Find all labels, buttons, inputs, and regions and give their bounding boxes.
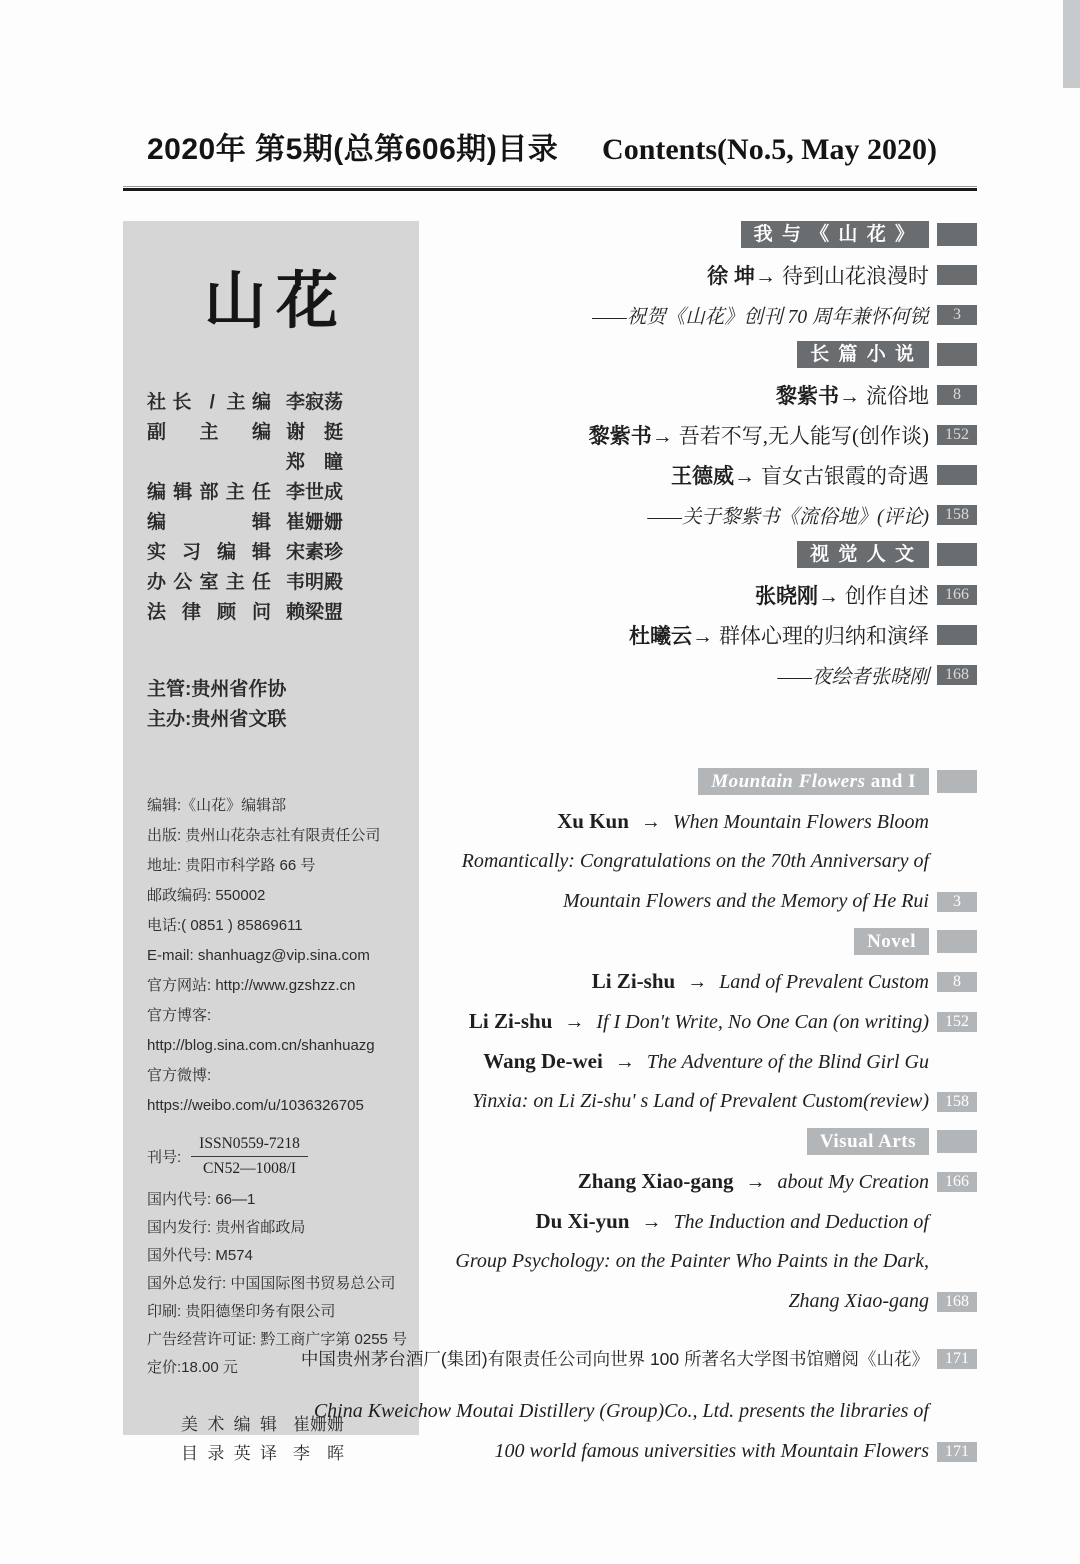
toc-entry-title: 吾若不写,无人能写(创作谈): [678, 423, 929, 448]
page-number-box: [937, 543, 977, 566]
toc-entry: [433, 1168, 977, 1195]
cn-serial-number: CN52—1008/I: [203, 1160, 297, 1177]
toc-entry-text: [671, 460, 929, 490]
toc-entry: [433, 621, 977, 648]
staff-row: [147, 445, 401, 475]
magazine-title: 山花: [203, 268, 348, 336]
toc-entry-author: Zhang Xiao-gang: [577, 1169, 734, 1193]
toc-entry-author: 徐 坤: [707, 264, 755, 288]
page-number-box: 8: [937, 972, 977, 992]
donation-note-text: 100 world famous universities with Mountain Flowers: [494, 1440, 929, 1462]
staff-role-label: 法 律 顾 问: [147, 601, 271, 623]
toc-entry-title: 流俗地: [866, 383, 929, 408]
toc-entry-text: [578, 1169, 929, 1194]
staff-role-label: 编辑部主任: [147, 481, 271, 503]
toc-entry-text: [469, 1009, 929, 1034]
section-badge: 我 与 《 山 花 》: [741, 221, 929, 248]
toc-entry-title: 盲女古银霞的奇遇: [761, 463, 929, 488]
section-header-row: [433, 1128, 977, 1155]
toc-entry-text: [776, 380, 929, 410]
toc-entry-text: [483, 1049, 929, 1074]
supervisor-line: 主管:贵州省作协: [147, 679, 287, 700]
section-badge: 长 篇 小 说: [797, 341, 929, 368]
toc-entry-title: Group Psychology: on the Painter Who Paints in the Dark,: [455, 1250, 929, 1272]
toc-entry-title: 群体心理的归纳和演绎: [719, 623, 929, 648]
distribution-line: 国外代号: M574: [147, 1247, 253, 1264]
toc-entry-title: Land of Prevalent Custom: [719, 971, 929, 993]
credit-person-name: 崔姗姗: [293, 1415, 344, 1434]
arrow-icon: →: [564, 1011, 585, 1033]
toc-entry: [433, 1088, 977, 1115]
toc-entry: [433, 581, 977, 608]
staff-role-label: 实 习 编 辑: [147, 541, 271, 563]
page-number-box: [937, 770, 977, 793]
staff-person-name: 李世成: [286, 481, 344, 503]
page-number-box: 158: [937, 505, 977, 525]
toc-entry-text: [647, 501, 929, 529]
content-area: [123, 221, 977, 1478]
staff-row: [147, 535, 401, 565]
page-number-box: 158: [937, 1092, 977, 1112]
section-header-row: [433, 221, 977, 248]
toc-entry-author: Wang De-wei: [483, 1049, 603, 1073]
arrow-icon: →: [818, 584, 839, 608]
staff-row: [147, 415, 401, 445]
toc-entry-author: 杜曦云: [629, 624, 692, 648]
contact-line: 官方微博: https://weibo.com/u/1036326705: [147, 1067, 364, 1114]
toc-entry: [433, 1008, 977, 1035]
toc-english: [433, 768, 977, 1315]
toc-entry-title: ——祝贺《山花》创刊 70 周年兼怀何锐: [592, 306, 929, 328]
section-header-row: [433, 541, 977, 568]
contact-line: 地址: 贵阳市科学路 66 号: [147, 857, 316, 874]
toc-entry: [433, 301, 977, 328]
toc-entry-text: [629, 620, 929, 650]
toc-entry: [433, 1288, 977, 1315]
toc-entry: [433, 1248, 977, 1275]
page-number-box: 171: [937, 1349, 977, 1369]
arrow-icon: →: [641, 1211, 662, 1233]
toc-entry-title: The Adventure of the Blind Girl Gu: [646, 1051, 929, 1073]
contact-line: 邮政编码: 550002: [147, 887, 266, 904]
toc-entry-author: Xu Kun: [557, 809, 629, 833]
donation-note-row: [433, 1438, 977, 1465]
toc-entry: [433, 888, 977, 915]
toc-entry-title: Zhang Xiao-gang: [788, 1290, 929, 1312]
toc-entry-title: Yinxia: on Li Zi-shu' s Land of Prevalent Custom(review): [472, 1090, 929, 1112]
page-number-box: 8: [937, 385, 977, 405]
toc-entry: [433, 501, 977, 528]
staff-role-label: 办公室主任: [147, 571, 271, 593]
toc-chinese: [433, 221, 977, 688]
toc-entry-text: [455, 1250, 929, 1273]
contact-line: 出版: 贵州山花杂志社有限责任公司: [147, 827, 381, 844]
arrow-icon: →: [734, 464, 755, 488]
toc-entry-title: Romantically: Congratulations on the 70th Anniversary of: [461, 850, 929, 872]
contact-line: E-mail: shanhuagz@vip.sina.com: [147, 947, 370, 964]
header-line: [123, 124, 977, 168]
issn-number: ISSN0559-7218: [191, 1135, 308, 1157]
staff-person-name: 崔姗姗: [286, 511, 344, 533]
supervisor-lines: [147, 675, 401, 735]
arrow-icon: →: [755, 264, 776, 288]
issue-number-label: 刊号:: [147, 1149, 182, 1166]
toc-entry-text: [563, 890, 929, 913]
page-number-box: [937, 1130, 977, 1153]
section-header-row: [433, 341, 977, 368]
toc-entry-text: [462, 850, 929, 873]
contact-line: 电话:( 0851 ) 85869611: [147, 917, 303, 934]
page-number-box: 171: [937, 1442, 977, 1462]
toc-entry-text: [557, 809, 929, 834]
section-header-row: [433, 928, 977, 955]
header-rule: [123, 186, 977, 191]
toc-entry: [433, 381, 977, 408]
page-number-box: [937, 343, 977, 366]
donation-note-text: 中国贵州茅台酒厂(集团)有限责任公司向世界 100 所著名大学图书馆赠阅《山花》: [300, 1349, 929, 1369]
staff-row: [147, 595, 401, 625]
page-number-box: 166: [937, 1172, 977, 1192]
staff-role-label: 社长 / 主编: [147, 391, 271, 413]
page-number-box: [937, 930, 977, 953]
toc-entry-title: The Induction and Deduction of: [673, 1211, 929, 1233]
section-badge: Mountain Flowers and I: [698, 768, 929, 795]
toc-entry-author: Li Zi-shu: [591, 969, 676, 993]
contact-line: 编辑:《山花》编辑部: [147, 797, 287, 814]
page-number-box: [937, 465, 977, 485]
credit-role-label: 目 录 英 译: [181, 1444, 277, 1463]
staff-row: [147, 385, 401, 415]
header-title-cn: 2020年 第5期(总第606期)目录: [147, 133, 559, 166]
toc-entry-author: 王德威: [671, 464, 734, 488]
page-number-box: [937, 223, 977, 246]
toc-entry: [433, 261, 977, 288]
toc-entry: [433, 968, 977, 995]
supervisor-line: 主办:贵州省文联: [147, 709, 287, 730]
issue-number-fraction: [191, 1135, 308, 1178]
toc-entry-text: [592, 969, 929, 994]
contact-line: 官方网站: http://www.gzshzz.cn: [147, 977, 356, 994]
toc-entry-title: about My Creation: [777, 1171, 929, 1193]
staff-row: [147, 475, 401, 505]
page-edge-tab: [1063, 0, 1080, 88]
arrow-icon: →: [651, 424, 673, 448]
arrow-icon: →: [614, 1051, 635, 1073]
header-title-en: Contents(No.5, May 2020): [602, 133, 937, 166]
toc-entry: [433, 1208, 977, 1235]
toc-entry-title: If I Don't Write, No One Can (on writing): [596, 1011, 929, 1033]
distribution-line: 广告经营许可证: 黔工商广字第 0255 号: [147, 1331, 408, 1348]
arrow-icon: →: [692, 624, 713, 648]
toc-entry-text: [472, 1090, 929, 1113]
toc-entry: [433, 661, 977, 688]
toc-entry: [433, 808, 977, 835]
toc-entry: [433, 1048, 977, 1075]
arrow-icon: →: [640, 811, 661, 833]
issue-number-block: [147, 1135, 407, 1178]
masthead-sidebar: [123, 221, 419, 1463]
page-number-box: 152: [937, 425, 977, 445]
staff-person-name: 谢 挺: [286, 421, 344, 443]
toc-entry-text: [788, 1290, 929, 1313]
toc-entry-text: [777, 661, 929, 689]
staff-role-label: 编 辑: [147, 511, 271, 533]
toc-entry-text: [592, 301, 929, 329]
donation-note-text: China Kweichow Moutai Distillery (Group)Co., Ltd. presents the libraries of: [313, 1400, 929, 1422]
donation-note-row: [300, 1345, 977, 1372]
toc-entry-title: 待到山花浪漫时: [782, 263, 929, 288]
toc-entry-text: [536, 1209, 929, 1234]
toc-entry-author: 黎紫书: [588, 424, 652, 448]
toc-entry-text: [589, 420, 929, 450]
arrow-icon: →: [687, 971, 708, 993]
section-badge: 视 觉 人 文: [797, 541, 929, 568]
toc-entry: [433, 848, 977, 875]
distribution-line: 国外总发行: 中国国际图书贸易总公司: [147, 1275, 396, 1292]
staff-role-label: 副 主 编: [147, 421, 271, 443]
section-badge-italic: Mountain Flowers: [711, 771, 866, 792]
staff-list: [147, 385, 401, 625]
donation-note-row: [313, 1398, 977, 1425]
page-number-box: 166: [937, 585, 977, 605]
credit-row: [181, 1437, 419, 1466]
page-number-box: [937, 625, 977, 645]
toc-entry-title: ——夜绘者张晓刚: [777, 666, 929, 688]
staff-person-name: 赖梁盟: [286, 601, 344, 623]
toc-entry-text: [707, 260, 929, 290]
staff-row: [147, 565, 401, 595]
toc-entry: [433, 461, 977, 488]
page-number-box: 3: [937, 892, 977, 912]
page-header: [0, 0, 1080, 191]
toc-entry-author: 张晓刚: [755, 584, 818, 608]
toc-entry-author: Du Xi-yun: [535, 1209, 630, 1233]
distribution-line: 定价:18.00 元: [147, 1359, 238, 1376]
toc-entry-title: 创作自述: [845, 583, 929, 608]
staff-person-name: 郑 瞳: [286, 451, 344, 473]
arrow-icon: →: [745, 1171, 766, 1193]
toc-entry-author: Li Zi-shu: [468, 1009, 553, 1033]
distribution-line: 国内发行: 贵州省邮政局: [147, 1219, 306, 1236]
contact-list: [147, 791, 407, 1121]
staff-person-name: 韦明殿: [286, 571, 344, 593]
credit-person-name: 李 晖: [293, 1444, 344, 1463]
toc-entry-title: Mountain Flowers and the Memory of He Rui: [562, 890, 929, 912]
arrow-icon: →: [839, 384, 860, 408]
section-header-row: [433, 768, 977, 795]
toc-entry-text: [755, 580, 929, 610]
toc-entry-author: 黎紫书: [776, 384, 839, 408]
staff-person-name: 宋素珍: [286, 541, 344, 563]
staff-person-name: 李寂荡: [286, 391, 344, 413]
page-number-box: 168: [937, 665, 977, 685]
distribution-line: 印刷: 贵阳德堡印务有限公司: [147, 1303, 336, 1320]
page-number-box: 152: [937, 1012, 977, 1032]
section-badge: Novel: [854, 928, 929, 955]
page-number-box: 3: [937, 305, 977, 325]
section-badge: Visual Arts: [807, 1128, 929, 1155]
credit-role-label: 美 术 编 辑: [181, 1415, 277, 1434]
toc-entry-title: When Mountain Flowers Bloom: [672, 811, 929, 833]
page-number-box: [937, 265, 977, 285]
staff-row: [147, 505, 401, 535]
toc-entry: [433, 421, 977, 448]
page-number-box: 168: [937, 1292, 977, 1312]
contact-line: 官方博客: http://blog.sina.com.cn/shanhuazg: [147, 1007, 375, 1054]
toc-entry-title: ——关于黎紫书《流俗地》(评论): [647, 506, 929, 528]
distribution-line: 国内代号: 66—1: [147, 1191, 256, 1208]
